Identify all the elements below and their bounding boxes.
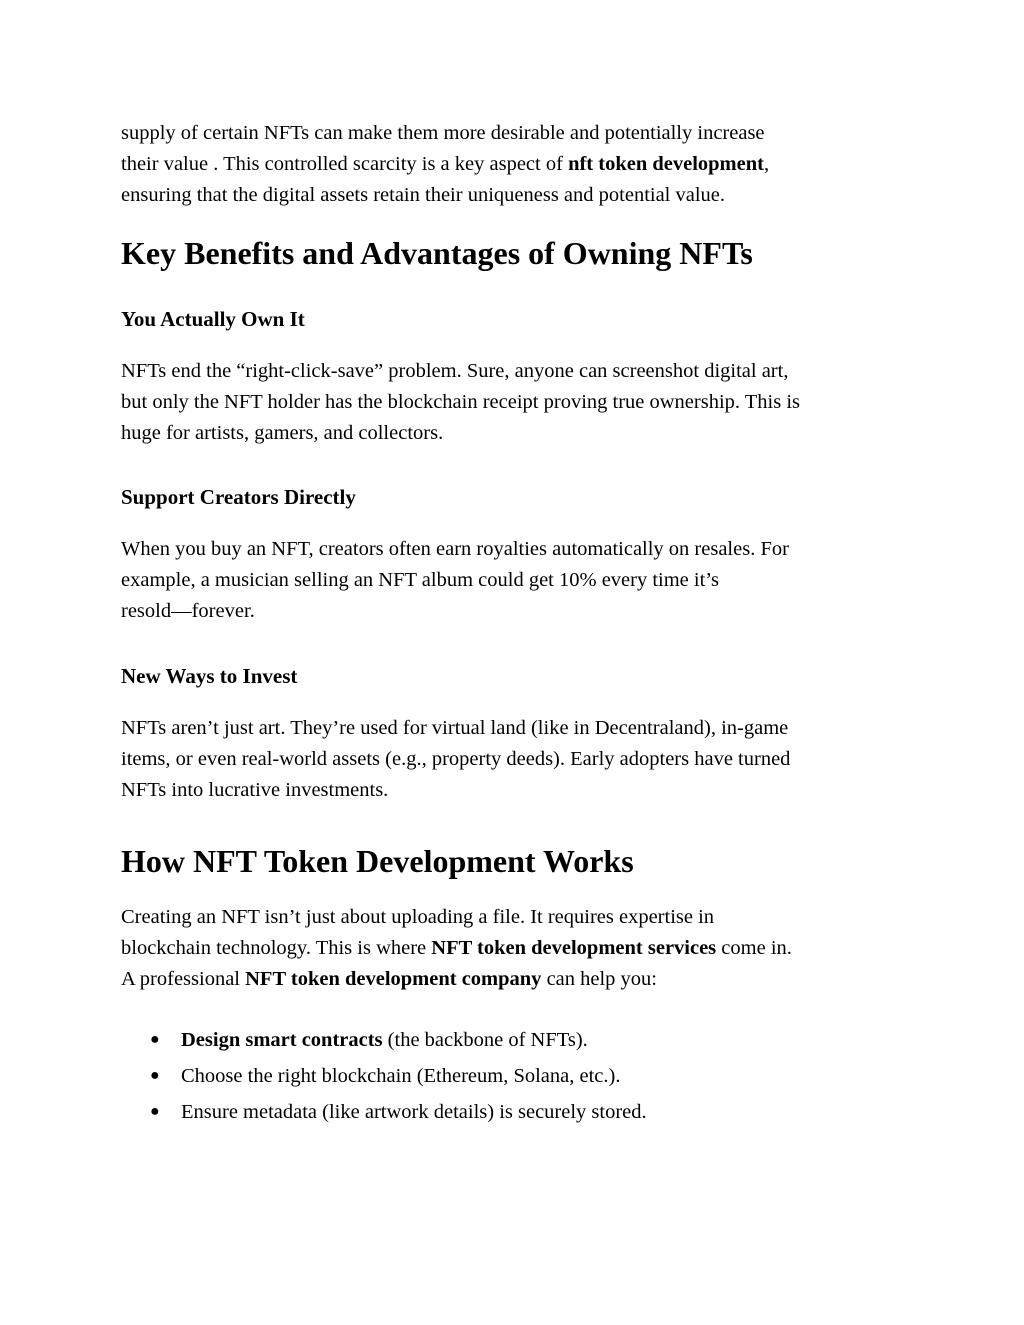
intro-line-2-end: , xyxy=(763,153,770,175)
list-item-text: Choose the right blockchain (Ethereum, Solana, etc.). xyxy=(181,1065,621,1087)
paragraph-how xyxy=(121,902,911,995)
how-line-3-end: can help you: xyxy=(541,968,658,990)
bullet-list xyxy=(121,1022,911,1130)
section-heading-benefits: Key Benefits and Advantages of Owning NFTs xyxy=(121,235,753,271)
subheading-support: Support Creators Directly xyxy=(121,485,356,509)
support-line-2: example, a musician selling an NFT album could get 10% every time it’s xyxy=(121,569,719,591)
subheading-invest: New Ways to Invest xyxy=(121,664,298,688)
how-line-3-text: A professional xyxy=(121,968,246,990)
how-line-2-end: come in. xyxy=(716,937,792,959)
document-page xyxy=(121,118,911,1130)
list-item-bold: Design smart contracts xyxy=(181,1029,383,1051)
invest-line-1: NFTs aren’t just art. They’re used for virtual land (like in Decentraland), in-game xyxy=(121,717,789,739)
bullet-icon: ● xyxy=(150,1103,160,1120)
intro-line-3: ensuring that the digital assets retain their uniqueness and potential value. xyxy=(121,184,726,206)
support-line-3: resold—forever. xyxy=(121,600,255,622)
bullet-icon: ● xyxy=(150,1067,160,1084)
intro-line-2-text: their value . This controlled scarcity is a key aspect of xyxy=(121,153,569,175)
list-item-text: Ensure metadata (like artwork details) is securely stored. xyxy=(181,1101,647,1123)
list-item-text: (the backbone of NFTs). xyxy=(382,1029,588,1051)
list-item xyxy=(121,1058,911,1094)
list-item xyxy=(121,1094,911,1130)
own-line-2: but only the NFT holder has the blockchain receipt proving true ownership. This is xyxy=(121,391,801,413)
intro-line-1: supply of certain NFTs can make them more desirable and potentially increase xyxy=(121,122,765,144)
own-line-3: huge for artists, gamers, and collectors. xyxy=(121,422,444,444)
invest-line-2: items, or even real-world assets (e.g., property deeds). Early adopters have turned xyxy=(121,748,791,770)
bullet-icon: ● xyxy=(150,1031,160,1048)
paragraph-support xyxy=(121,534,911,627)
subheading-own: You Actually Own It xyxy=(121,307,305,331)
support-line-1: When you buy an NFT, creators often earn royalties automatically on resales. For xyxy=(121,538,789,560)
how-line-2-text: blockchain technology. This is where xyxy=(121,937,432,959)
own-line-1: NFTs end the “right-click-save” problem. Sure, anyone can screenshot digital art, xyxy=(121,360,789,382)
paragraph-invest xyxy=(121,713,911,806)
section-heading-how: How NFT Token Development Works xyxy=(121,843,634,879)
list-item xyxy=(121,1022,911,1058)
paragraph-own xyxy=(121,356,911,449)
intro-bold-term: nft token development xyxy=(568,153,764,175)
invest-line-3: NFTs into lucrative investments. xyxy=(121,779,389,801)
how-bold-company: NFT token development company xyxy=(245,968,542,990)
intro-paragraph xyxy=(121,118,911,211)
how-line-1: Creating an NFT isn’t just about uploading a file. It requires expertise in xyxy=(121,906,715,928)
how-bold-services: NFT token development services xyxy=(431,937,717,959)
